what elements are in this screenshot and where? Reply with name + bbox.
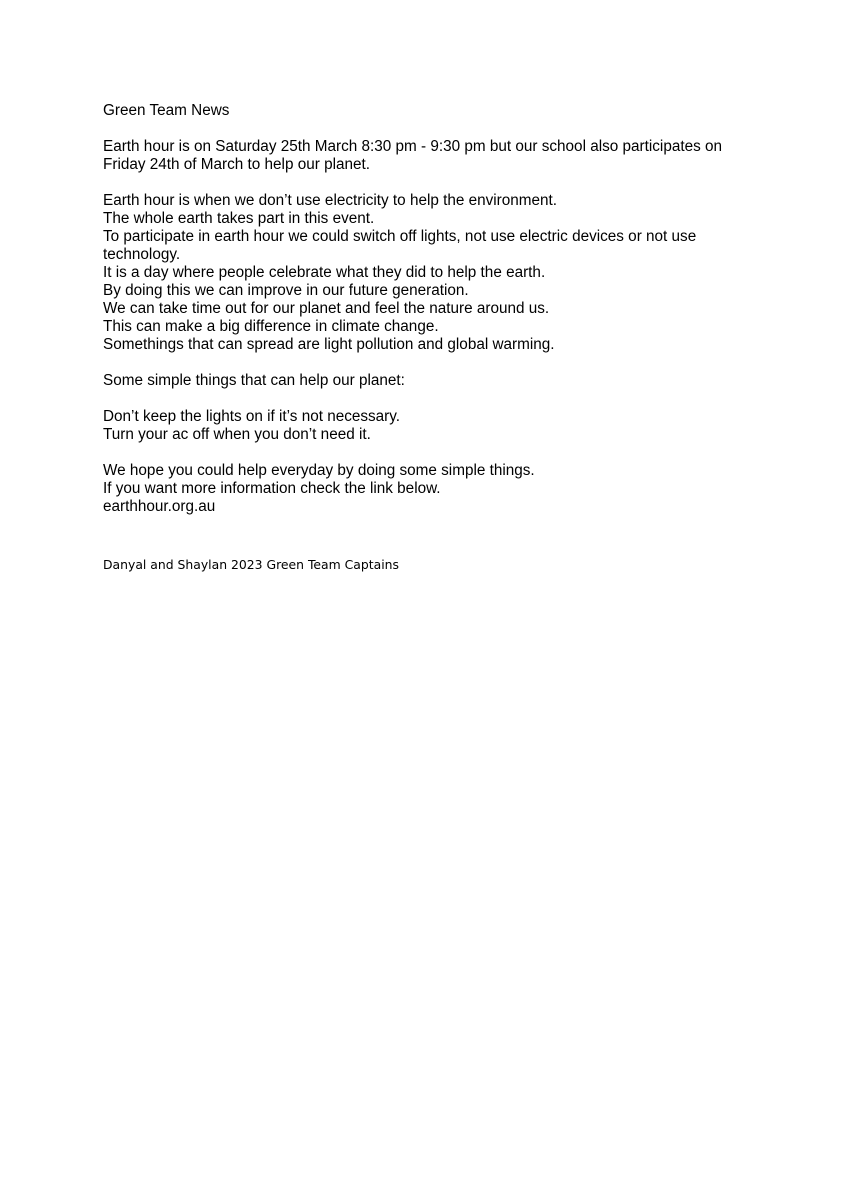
spacer — [103, 444, 783, 462]
closing-link-line — [103, 498, 783, 516]
tips-heading — [103, 372, 783, 390]
about-line: Somethings that can spread are light pollution and global warming. — [103, 336, 555, 353]
spacer — [103, 390, 783, 408]
intro-line: Friday 24th of March to help our planet. — [103, 156, 370, 173]
about-line: technology. — [103, 246, 181, 263]
tip-item: Turn your ac off when you don’t need it. — [103, 426, 371, 443]
about-paragraph — [103, 192, 783, 354]
document-title: Green Team News — [103, 102, 230, 119]
intro-line: Earth hour is on Saturday 25th March 8:30 pm - 9:30 pm but our school also participates on — [103, 138, 723, 155]
spacer — [103, 120, 783, 138]
about-line: Earth hour is when we don’t use electricity to help the environment. — [103, 192, 558, 209]
tip-item: Don’t keep the lights on if it’s not necessary. — [103, 408, 401, 425]
document-body — [103, 102, 783, 516]
tips-heading-text: Some simple things that can help our planet: — [103, 372, 405, 389]
closing-line: If you want more information check the link below. — [103, 480, 441, 497]
about-line: This can make a big difference in climate change. — [103, 318, 439, 335]
closing-paragraph — [103, 462, 783, 516]
about-line: By doing this we can improve in our future generation. — [103, 282, 469, 299]
about-line: We can take time out for our planet and feel the nature around us. — [103, 300, 550, 317]
about-line: The whole earth takes part in this event. — [103, 210, 375, 227]
closing-line: We hope you could help everyday by doing some simple things. — [103, 462, 535, 479]
intro-paragraph — [103, 138, 783, 174]
about-line: It is a day where people celebrate what they did to help the earth. — [103, 264, 546, 281]
spacer — [103, 174, 783, 192]
tips-list — [103, 408, 783, 444]
signature: Danyal and Shaylan 2023 Green Team Captains — [103, 557, 399, 572]
spacer — [103, 354, 783, 372]
about-line: To participate in earth hour we could switch off lights, not use electric devices or not use — [103, 228, 697, 245]
earthhour-link[interactable]: earthhour.org.au — [103, 498, 216, 515]
